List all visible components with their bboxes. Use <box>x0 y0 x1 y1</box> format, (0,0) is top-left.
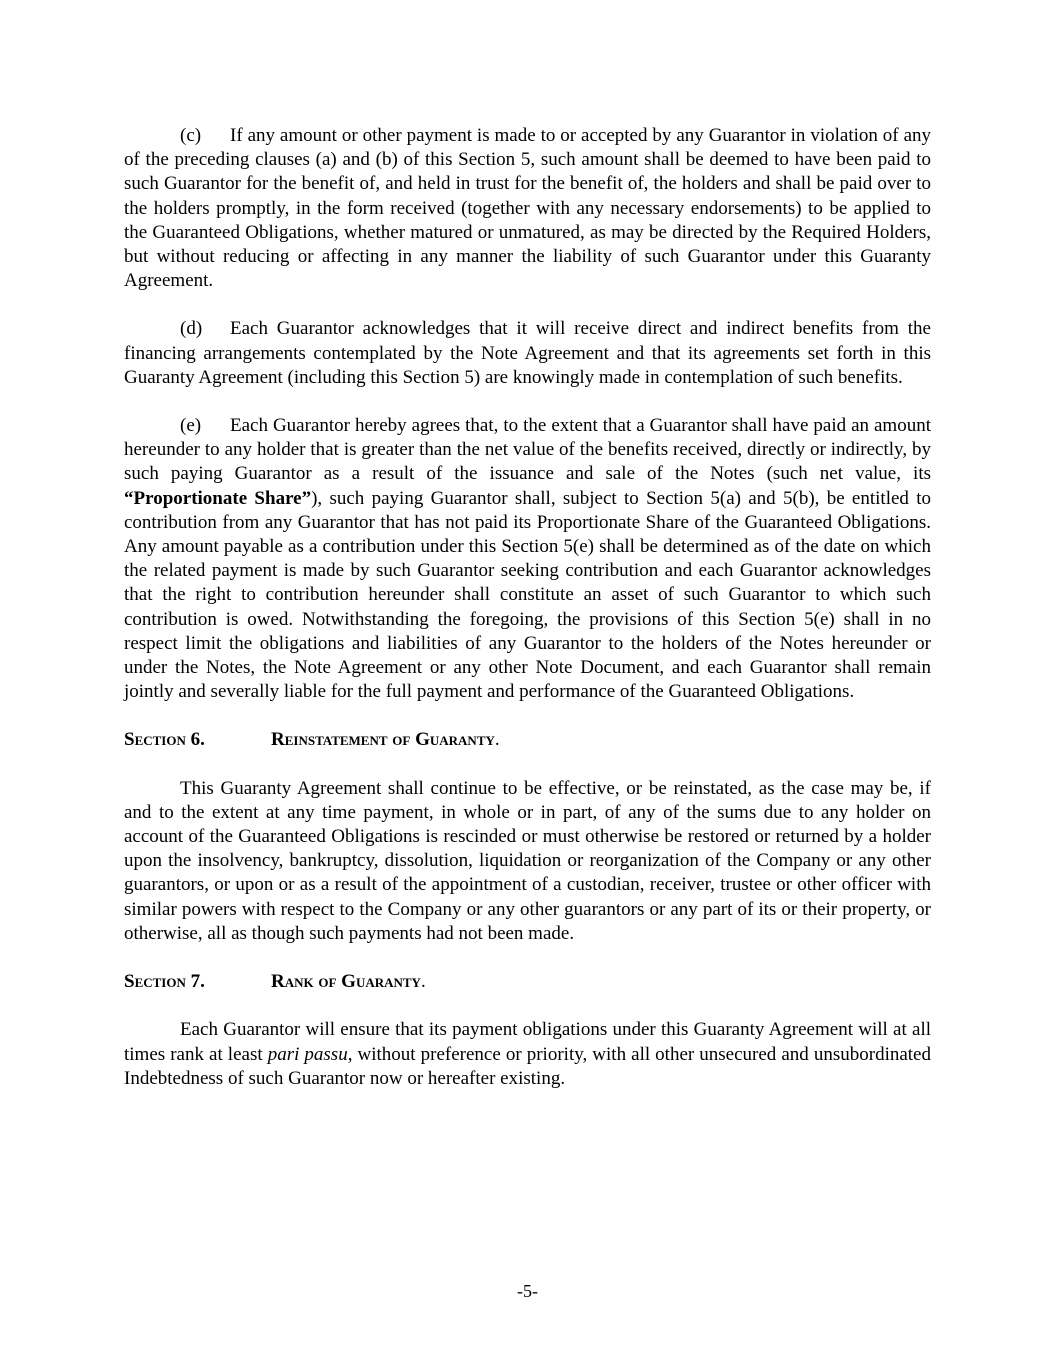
paragraph-c <box>124 124 931 293</box>
italic-term: pari passu <box>267 1043 348 1065</box>
paragraph-e <box>124 414 931 704</box>
section-6-heading <box>124 728 931 752</box>
section-7-heading <box>124 970 931 994</box>
section-title: Reinstatement of Guaranty <box>271 729 495 751</box>
section-6-text <box>124 777 931 946</box>
section-title-period: . <box>420 971 426 993</box>
paragraph-text: If any amount or other payment is made to or accepted by any Guarantor in violation of any of the preceding clauses (a) and (b) of this Section 5, such amount shall be deemed to have been paid to such Guarantor for the benefit of, and held in trust for the benefit of, the holders and shall be paid over to the holders promptly, in the form received (together with any necessary endorsements) to be applied to the Guaranteed Obligations, whether matured or unmatured, as may be directed by the Required Holders, but without reducing or affecting in any manner the liability of such Guarantor under this Guaranty Agreement. <box>124 125 931 292</box>
paragraph-text: Each Guarantor will ensure that its payment obligations under this Guaranty Agreement will at all times rank at least <box>124 1019 931 1065</box>
paragraph-d <box>124 317 931 390</box>
paragraph-text: This Guaranty Agreement shall continue to be effective, or be reinstated, as the case may be, if and to the extent at any time payment, in whole or in part, of any of the sums due to any holder on account of the Guaranteed Obligations is rescinded or must otherwise be restored or returned by a holder upon the insolvency, bankruptcy, dissolution, liquidation or reorganization of the Company or any other guarantors, or upon or as a result of the appointment of a custodian, receiver, trustee or other officer with similar powers with respect to the Company or any other guarantors or any part of its or their property, or otherwise, all as though such payments had not been made. <box>124 777 931 944</box>
section-number: Section 7. <box>124 971 205 993</box>
defined-term: “Proportionate Share” <box>124 487 312 509</box>
paragraph-label: (d) <box>180 318 203 340</box>
paragraph-text: , without preference or priority, with all other unsecured and unsubordinated Indebtedness of such Guarantor now or hereafter existing. <box>124 1043 931 1089</box>
paragraph-label: (c) <box>180 125 202 146</box>
paragraph-text: Each Guarantor acknowledges that it will receive direct and indirect benefits from the financing arrangements contemplated by the Note Agreement and that its agreements set forth in this Guaranty Agreement (including this Section 5) are knowingly made in contemplation of such benefits. <box>124 318 931 388</box>
section-7-text <box>124 1018 931 1091</box>
paragraph-label: (e) <box>180 415 202 437</box>
section-title-period: . <box>494 729 500 751</box>
paragraph-text: Each Guarantor hereby agrees that, to the extent that a Guarantor shall have paid an amount hereunder to any holder that is greater than the net value of the benefits received, directly or indirectly, by such paying Guarantor as a result of the issuance and sale of the Notes (such net value, its <box>124 415 931 485</box>
paragraph-text: ), such paying Guarantor shall, subject to Section 5(a) and 5(b), be entitled to contribution from any Guarantor that has not paid its Proportionate Share of the Guaranteed Obligations. Any amount payable as a contribution under this Section 5(e) shall be determined as of the date on which the related payment is made by such Guarantor seeking contribution and each Guarantor acknowledges that the right to contribution hereunder shall constitute an asset of such Guarantor to which such contribution is owed. Notwithstanding the foregoing, the provisions of this Section 5(e) shall in no respect limit the obligations and liabilities of any Guarantor to the holders of the Notes hereunder or under the Notes, the Note Agreement or any other Note Document, and each Guarantor shall remain jointly and severally liable for the full payment and performance of the Guaranteed Obligations. <box>124 487 931 703</box>
section-number: Section 6. <box>124 729 205 751</box>
section-title: Rank of Guaranty <box>271 971 421 993</box>
page-number: -5- <box>517 1281 538 1301</box>
document-page <box>124 124 931 1115</box>
